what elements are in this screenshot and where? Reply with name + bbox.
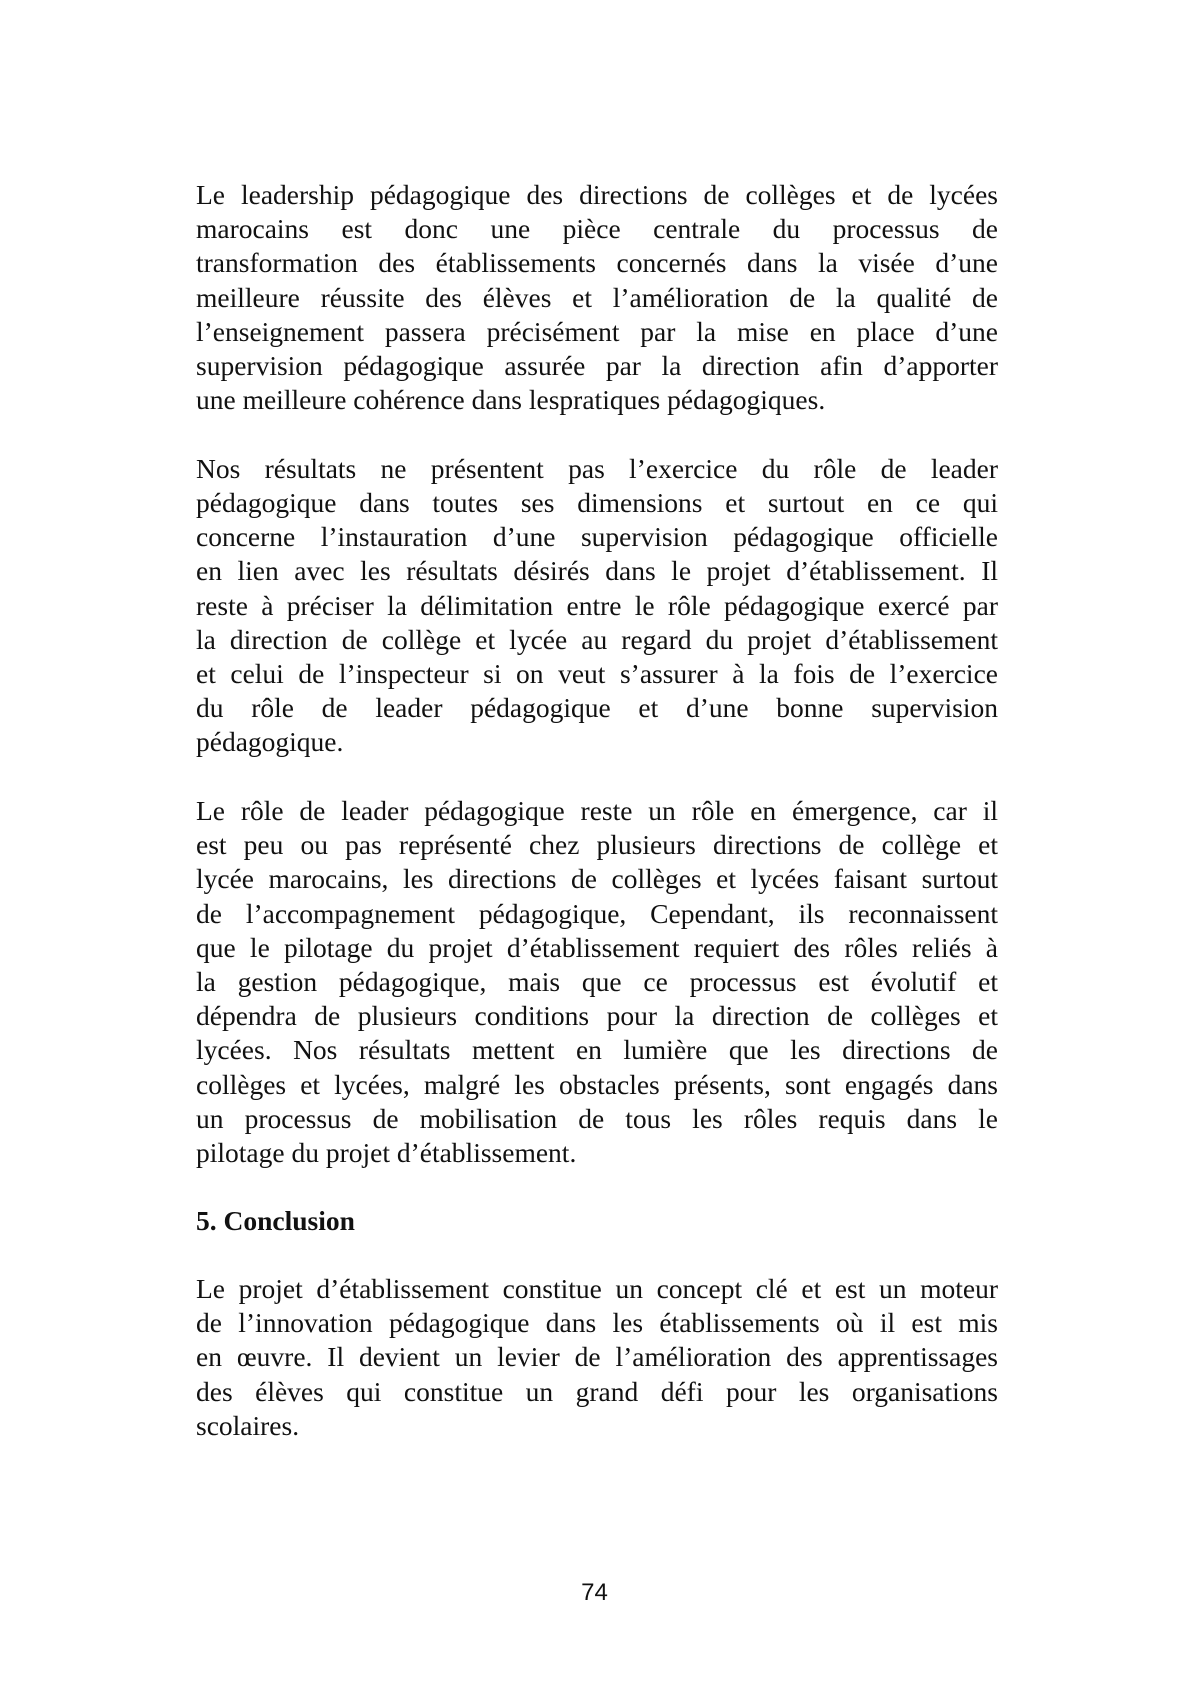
section-heading-conclusion: 5. Conclusion [196, 1205, 355, 1237]
text-line: Nos résultats ne présentent pas l’exercice du rôle de leader [196, 452, 998, 484]
text-line: en œuvre. Il devient un levier de l’amélioration des apprentissages [196, 1341, 998, 1373]
page-number: 74 [581, 1579, 608, 1606]
paragraph-emerging-role [196, 794, 998, 1170]
text-line: transformation des établissements concernés dans la visée d’une [196, 247, 998, 279]
text-line: meilleure réussite des élèves et l’amélioration de la qualité de [196, 281, 998, 313]
text-line: que le pilotage du projet d’établissement requiert des rôles reliés à [196, 931, 998, 963]
text-line: pédagogique. [196, 726, 344, 758]
text-line: la direction de collège et lycée au regard du projet d’établissement [196, 623, 998, 655]
text-line: la gestion pédagogique, mais que ce processus est évolutif et [196, 965, 998, 997]
paragraph-results [196, 452, 998, 760]
text-line: est peu ou pas représenté chez plusieurs directions de collège et [196, 829, 998, 861]
text-line: des élèves qui constitue un grand défi pour les organisations [196, 1375, 998, 1407]
text-line: Le projet d’établissement constitue un concept clé et est un moteur [196, 1273, 998, 1305]
text-line: une meilleure cohérence dans lespratiques pédagogiques. [196, 384, 826, 416]
document-page [196, 178, 998, 1443]
paragraph-conclusion [196, 1272, 998, 1443]
text-line: du rôle de leader pédagogique et d’une bonne supervision [196, 692, 998, 724]
text-line: de l’accompagnement pédagogique, Cependant, ils reconnaissent [196, 897, 998, 929]
text-line: et celui de l’inspecteur si on veut s’assurer à la fois de l’exercice [196, 657, 998, 689]
text-line: pédagogique dans toutes ses dimensions et surtout en ce qui [196, 487, 998, 518]
text-line: Le leadership pédagogique des directions de collèges et de lycées [196, 179, 998, 210]
paragraph-leadership [196, 178, 998, 417]
text-line: pilotage du projet d’établissement. [196, 1136, 577, 1168]
text-line: dépendra de plusieurs conditions pour la direction de collèges et [196, 1000, 998, 1032]
text-line: collèges et lycées, malgré les obstacles présents, sont engagés dans [196, 1068, 998, 1100]
text-line: concerne l’instauration d’une supervision pédagogique officielle [196, 521, 998, 553]
text-line: scolaires. [196, 1409, 300, 1441]
text-line: marocains est donc une pièce centrale du processus de [196, 213, 998, 245]
text-line: supervision pédagogique assurée par la direction afin d’apporter [196, 349, 998, 381]
text-line: l’enseignement passera précisément par la mise en place d’une [196, 315, 998, 347]
text-line: un processus de mobilisation de tous les rôles requis dans le [196, 1102, 998, 1134]
text-line: reste à préciser la délimitation entre le rôle pédagogique exercé par [196, 589, 998, 621]
text-line: lycées. Nos résultats mettent en lumière que les directions de [196, 1034, 998, 1066]
text-line: lycée marocains, les directions de collèges et lycées faisant surtout [196, 863, 998, 895]
text-line: de l’innovation pédagogique dans les établissements où il est mis [196, 1307, 998, 1339]
text-line: en lien avec les résultats désirés dans le projet d’établissement. Il [196, 555, 998, 587]
text-line: Le rôle de leader pédagogique reste un rôle en émergence, car il [196, 795, 998, 826]
